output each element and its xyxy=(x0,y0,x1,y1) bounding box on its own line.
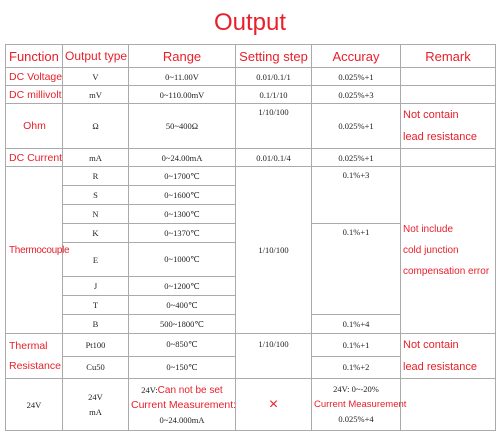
range-cell: 0~850℃ xyxy=(129,334,236,357)
remark-cell xyxy=(401,86,496,104)
table-row xyxy=(6,68,496,86)
function-line: Resistance xyxy=(9,360,61,372)
range-cell: 0~1600℃ xyxy=(129,186,236,205)
output-type-cell: E xyxy=(63,243,129,277)
output-spec-table xyxy=(5,44,496,431)
accuracy-cell: 0.025%+3 xyxy=(312,86,401,104)
remark-line: compensation error xyxy=(403,265,490,277)
accuracy-cell: 0.1%+1 xyxy=(312,224,401,315)
accuracy-cell: 0.1%+2 xyxy=(312,356,401,379)
remark-cell xyxy=(401,167,496,334)
range-line: 0~24.000mA xyxy=(159,415,205,425)
header-range: Range xyxy=(129,45,236,68)
setting-step-cell: 1/10/100 xyxy=(236,167,312,334)
accuracy-cell: 0.025%+1 xyxy=(312,68,401,86)
function-cell: Thermocouple xyxy=(6,167,63,334)
function-cell: DC millivolt xyxy=(6,86,63,104)
function-cell xyxy=(6,334,63,379)
output-type-cell: mA xyxy=(63,149,129,167)
range-cell: 0~110.00mV xyxy=(129,86,236,104)
remark-cell xyxy=(401,68,496,86)
table-row xyxy=(6,86,496,104)
setting-step-cell: 1/10/100 xyxy=(236,334,312,379)
output-type-cell: V xyxy=(63,68,129,86)
range-cell: 0~1000℃ xyxy=(129,243,236,277)
accuracy-cell: 0.1%+4 xyxy=(312,315,401,334)
table-row xyxy=(6,149,496,167)
range-line xyxy=(131,381,233,398)
remark-cell xyxy=(401,334,496,379)
remark-cell xyxy=(401,379,496,431)
accuracy-line: Current Measurement xyxy=(314,399,407,410)
range-cell: 0~400℃ xyxy=(129,296,236,315)
setting-step-cell: 0.01/0.1/1 xyxy=(236,68,312,86)
page-title: Output xyxy=(213,9,287,36)
range-cell xyxy=(129,379,236,431)
output-type-cell: B xyxy=(63,315,129,334)
setting-step-cell: 0.1/1/10 xyxy=(236,86,312,104)
accuracy-cell: 0.1%+1 xyxy=(312,334,401,357)
output-type-cell: J xyxy=(63,277,129,296)
header-remark: Remark xyxy=(401,45,496,68)
range-can-not-set: Can not be set xyxy=(157,385,223,396)
remark-line: lead resistance xyxy=(403,131,477,143)
output-type-cell: Ω xyxy=(63,104,129,149)
range-cell: 0~11.00V xyxy=(129,68,236,86)
range-cell: 0~1300℃ xyxy=(129,205,236,224)
output-type-cell xyxy=(63,379,129,431)
output-type-cell: Cu50 xyxy=(63,356,129,379)
range-cell: 0~1700℃ xyxy=(129,167,236,186)
header-row xyxy=(6,45,496,68)
header-setting-step: Setting step xyxy=(236,45,312,68)
setting-step-cell: × xyxy=(236,379,312,431)
accuracy-line: 24V: 0~-20% xyxy=(333,384,379,394)
accuracy-cell: 0.1%+3 xyxy=(312,167,401,224)
remark-line: Not contain xyxy=(403,109,459,121)
range-cell: 500~1800℃ xyxy=(129,315,236,334)
range-cell: 0~1370℃ xyxy=(129,224,236,243)
accuracy-cell: 0.025%+1 xyxy=(312,149,401,167)
header-function: Function xyxy=(6,45,63,68)
table-row xyxy=(6,167,496,186)
setting-step-cell: 1/10/100 xyxy=(236,104,312,149)
remark-cell xyxy=(401,104,496,149)
output-type-cell: T xyxy=(63,296,129,315)
table-row xyxy=(6,104,496,149)
output-type-line: mA xyxy=(89,406,102,417)
function-cell: DC Current xyxy=(6,149,63,167)
remark-cell xyxy=(401,149,496,167)
setting-step-cell: 0.01/0.1/4 xyxy=(236,149,312,167)
accuracy-cell: 0.025%+1 xyxy=(312,104,401,149)
remark-line: lead resistance xyxy=(403,361,477,373)
range-line: Current Measurement: xyxy=(131,399,237,411)
range-cell: 0~150℃ xyxy=(129,356,236,379)
range-cell: 50~400Ω xyxy=(129,104,236,149)
function-cell: Ohm xyxy=(6,104,63,149)
output-type-cell: R xyxy=(63,167,129,186)
accuracy-cell xyxy=(312,379,407,431)
header-output-type: Output type xyxy=(63,45,129,68)
accuracy-line: 0.025%+4 xyxy=(338,414,374,424)
output-type-cell: mV xyxy=(63,86,129,104)
remark-line: cold junction xyxy=(403,244,459,256)
function-line: Thermal xyxy=(9,340,48,352)
output-type-cell: K xyxy=(63,224,129,243)
table-row xyxy=(6,379,496,431)
output-type-cell: Pt100 xyxy=(63,334,129,357)
output-type-line: 24V xyxy=(88,391,103,402)
range-24v-label: 24V: xyxy=(141,385,158,395)
remark-line: Not include xyxy=(403,223,454,235)
output-type-cell: S xyxy=(63,186,129,205)
header-accuracy: Accuray xyxy=(312,45,401,68)
range-cell: 0~24.00mA xyxy=(129,149,236,167)
range-cell: 0~1200℃ xyxy=(129,277,236,296)
function-cell: DC Voltage xyxy=(6,68,63,86)
output-type-cell: N xyxy=(63,205,129,224)
function-cell: 24V xyxy=(6,379,63,431)
remark-line: Not contain xyxy=(403,339,459,351)
table-row xyxy=(6,334,496,357)
